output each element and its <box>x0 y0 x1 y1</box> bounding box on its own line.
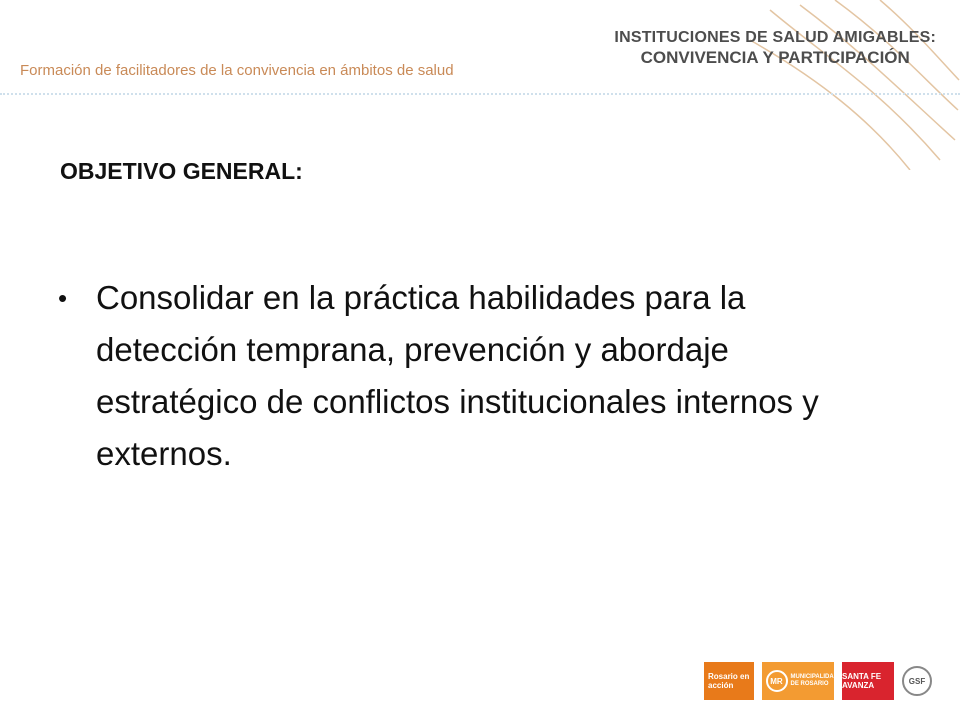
bullet-text: Consolidar en la práctica habilidades para la detección temprana, prevención y abordaje estratégico de conflictos institucionales internos y externos. <box>96 279 819 472</box>
header-divider <box>0 93 960 95</box>
mr-logo-text: MUNICIPALIDAD DE ROSARIO <box>790 674 839 687</box>
rosario-logo <box>704 662 754 700</box>
brand-title-line2: CONVIVENCIA Y PARTICIPACIÓN <box>640 48 910 67</box>
rosario-logo-text: Rosario en acción <box>708 672 750 690</box>
brand-title-line1: INSTITUCIONES DE SALUD AMIGABLES: <box>614 29 936 46</box>
gsf-logo <box>902 666 932 696</box>
gsf-logo-text: GSF <box>908 676 926 686</box>
footer-logos <box>704 662 932 700</box>
bullet-icon: • <box>58 283 68 313</box>
header-subtitle: Formación de facilitadores de la convivencia en ámbitos de salud <box>20 62 454 79</box>
santa-fe-logo-text: SANTA FE AVANZA <box>842 672 882 690</box>
santa-fe-logo <box>842 662 894 700</box>
list-item <box>58 272 878 480</box>
decorative-swirl-icon <box>740 0 960 170</box>
mr-badge-icon: MR <box>766 670 788 692</box>
brand-title <box>614 28 936 68</box>
section-heading: OBJETIVO GENERAL: <box>60 158 303 184</box>
bullet-list <box>58 272 878 480</box>
municipalidad-logo <box>762 662 839 700</box>
